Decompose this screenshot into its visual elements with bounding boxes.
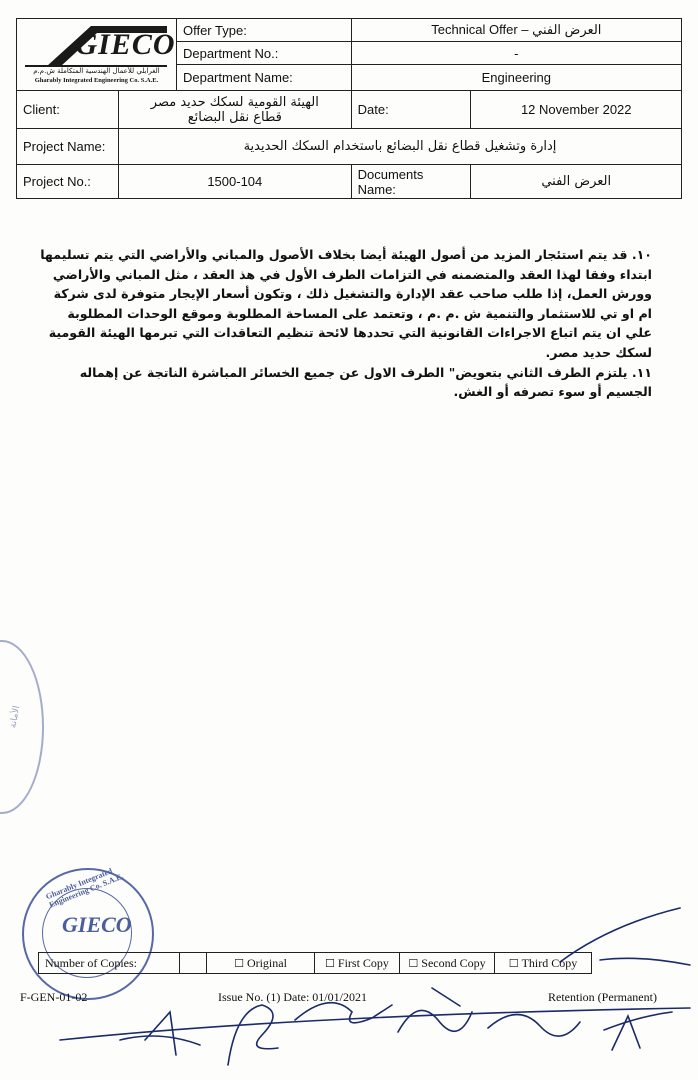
department-name-value: Engineering [351, 65, 681, 91]
clause-11: ١١. يلتزم الطرف الثاني بتعويض" الطرف الاول عن جميع الخسائر المباشرة الناتجة عن إهماله الجسيم أو سوء تصرفه أو الغش. [79, 364, 652, 400]
department-name-label: Department Name: [176, 65, 351, 91]
client-value-line1: الهيئة القومية لسكك حديد مصر [150, 94, 319, 110]
company-stamp-ring-text: Gharably Integrated Engineering Co. S.A.E. [44, 866, 125, 910]
third-copy-checkbox-label: ☐ Third Copy [509, 956, 578, 970]
client-label: Client: [17, 91, 119, 129]
date-label: Date: [351, 91, 471, 129]
date-value: 12 November 2022 [471, 91, 682, 129]
project-name-value: إدارة وتشغيل قطاع نقل البضائع باستخدام السكك الحديدية [118, 129, 681, 165]
offer-type-label: Offer Type: [176, 19, 351, 42]
project-name-label: Project Name: [17, 129, 119, 165]
signature-4 [398, 988, 472, 1032]
second-copy-checkbox-label: ☐ Second Copy [408, 956, 485, 970]
offer-type-value: Technical Offer – العرض الفني [351, 19, 681, 42]
left-seal-text: الأمانة [8, 705, 23, 729]
copies-label: Number of Copies: [39, 953, 180, 974]
clause-10: ١٠. قد يتم استئجار المزيد من أصول الهيئة أيضا بخلاف الأصول والمباني والأراضي التي يتم تسليمها ابتداء وفقا لهذا العقد والمتضمنه في التزامات الطرف الأول في هذ العقد ، مثل المباني والأراضي وورش العمل، إذا طلب صاحب عقد الإدارة والتشغيل ذلك ، وتكون أسعار الإيجار متوفرة لدى شركة ام او تي للاستثمار والتنمية ش .م .م ، وتعتمد على المساحة المطلوبة وموقع الوحدات المطلوبة علي ان يتم اتباع الاجراءات القانونية التي تحددها لائحة تنظيم التعاقدات التي تبرمها الهيئة القومية لسكك حديد مصر. [40, 247, 652, 360]
signature-6 [604, 1012, 672, 1050]
form-code: F-GEN-01-02 [20, 990, 88, 1004]
retention: Retention (Permanent) [548, 990, 657, 1004]
logo-english-name: Gharably Integrated Engineering Co. S.A.E. [34, 76, 159, 84]
logo-word: GIECO [75, 27, 176, 61]
documents-name-label: Documents Name: [351, 165, 471, 199]
logo-arabic-name: الغرابلي للأعمال الهندسية المتكاملة ش.م.م [33, 66, 160, 75]
signature-strike-line [60, 1008, 690, 1040]
department-no-label: Department No.: [176, 42, 351, 65]
signature-2 [228, 1005, 278, 1065]
original-checkbox-label: ☐ Original [234, 956, 287, 970]
signature-5 [488, 1014, 580, 1036]
issue-number: Issue No. (1) Date: 01/01/2021 [218, 990, 367, 1004]
project-no-label: Project No.: [17, 165, 119, 199]
first-copy-checkbox-label: ☐ First Copy [325, 956, 389, 970]
documents-name-value: العرض الفني [471, 165, 682, 199]
company-stamp-logo: GIECO [62, 912, 132, 937]
department-no-value: - [351, 42, 681, 65]
client-value-line2: قطاع نقل البضائع [187, 109, 282, 125]
signature-top-right [560, 908, 690, 965]
project-no-value: 1500-104 [118, 165, 351, 199]
